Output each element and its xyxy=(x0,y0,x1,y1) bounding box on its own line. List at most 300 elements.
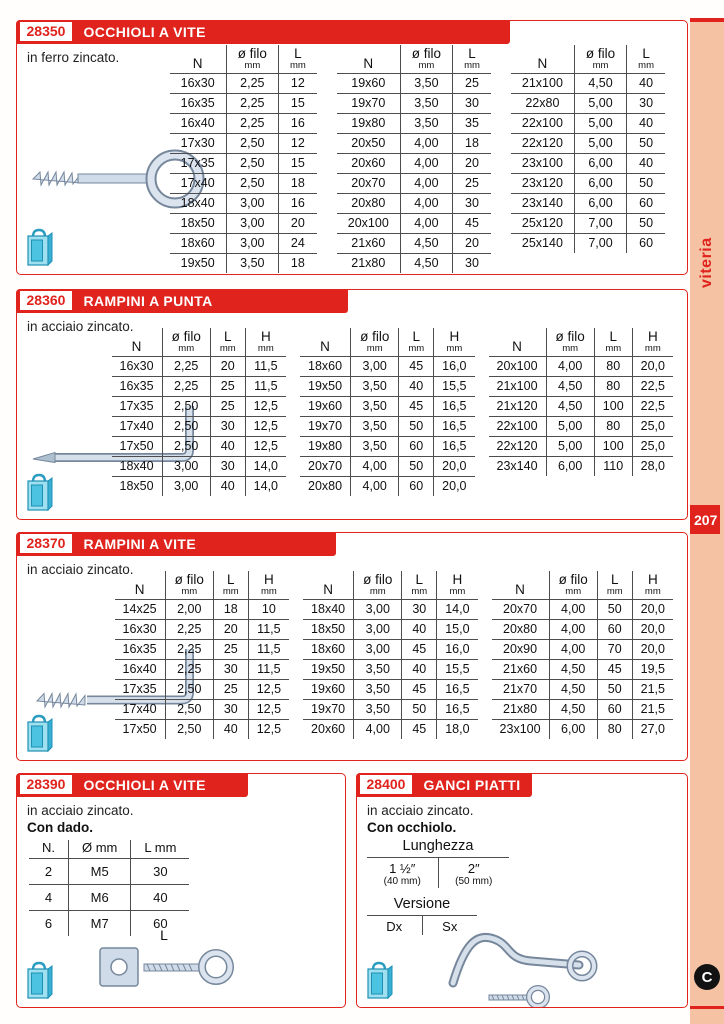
table-row xyxy=(112,396,287,416)
table-cell: 60 xyxy=(597,619,632,639)
table-row xyxy=(337,253,491,273)
article-code: 28390 xyxy=(20,775,73,795)
table-cell: 18x40 xyxy=(303,599,354,619)
table-cell: 18 xyxy=(213,599,248,619)
column-header: N xyxy=(303,571,354,599)
table-cell: 4,00 xyxy=(549,619,597,639)
table-cell: 12,5 xyxy=(245,436,286,456)
table-cell: 20x50 xyxy=(337,133,401,153)
table-row xyxy=(303,679,478,699)
table-cell: 35 xyxy=(453,113,491,133)
table-row xyxy=(489,456,673,476)
table-cell: 14x25 xyxy=(115,599,166,619)
table-cell: 20x100 xyxy=(337,213,401,233)
section-header-bar xyxy=(16,532,336,556)
table-cell: 60 xyxy=(131,910,190,936)
table-cell: 11,5 xyxy=(248,619,289,639)
section-rampini-a-vite-28370 xyxy=(16,532,688,761)
table-row xyxy=(511,233,665,253)
table-cell: 30 xyxy=(213,659,248,679)
table-cell: 20x100 xyxy=(489,356,547,376)
table-cell: 80 xyxy=(594,416,632,436)
table-cell: 14,0 xyxy=(437,599,478,619)
table-row xyxy=(170,113,317,133)
table-cell: 2,25 xyxy=(165,639,213,659)
column-header: N. xyxy=(29,840,69,858)
table-row xyxy=(112,416,287,436)
table-cell: 25,0 xyxy=(632,416,673,436)
column-header: ø filo mm xyxy=(574,45,626,73)
table-cell: 11,5 xyxy=(248,659,289,679)
table-cell: 21x120 xyxy=(489,396,547,416)
table-cell: 3,00 xyxy=(226,193,278,213)
table-row xyxy=(511,213,665,233)
table-cell: 2,25 xyxy=(162,376,210,396)
table-cell: 20x80 xyxy=(337,193,401,213)
table-header-row xyxy=(511,45,665,73)
column-header: L mm xyxy=(597,571,632,599)
table-row xyxy=(337,73,491,93)
table-cell: 18 xyxy=(278,253,316,273)
table-row xyxy=(115,699,290,719)
table-row xyxy=(112,436,287,456)
table-cell: 4,50 xyxy=(549,659,597,679)
table-cell: 12,5 xyxy=(245,416,286,436)
table-cell: 3,50 xyxy=(400,73,452,93)
table-row xyxy=(489,396,673,416)
material-text: in acciaio zincato. xyxy=(367,803,474,818)
table-cell: 17x50 xyxy=(112,436,163,456)
table-cell: 3,00 xyxy=(351,356,399,376)
table-cell: 2,25 xyxy=(165,659,213,679)
column-header: H mm xyxy=(632,328,673,356)
table-cell: 40 xyxy=(627,73,665,93)
table-row xyxy=(300,436,475,456)
table-cell: 4,50 xyxy=(400,233,452,253)
table-cell: 4,50 xyxy=(574,73,626,93)
material-text: in acciaio zincato. xyxy=(27,803,134,818)
table-cell: 20 xyxy=(453,233,491,253)
table-row xyxy=(489,436,673,456)
column-header: N xyxy=(115,571,166,599)
table-row xyxy=(511,133,665,153)
spec-table xyxy=(29,840,189,936)
table-cell: 60 xyxy=(627,233,665,253)
table-cell: 2,50 xyxy=(162,436,210,456)
table-cell: 2,25 xyxy=(162,356,210,376)
table-cell: 4,00 xyxy=(351,476,399,496)
column-header: L mm xyxy=(278,45,316,73)
column-header: ø filo mm xyxy=(546,328,594,356)
column-header: L mm xyxy=(627,45,665,73)
table-cell: 27,0 xyxy=(632,719,673,739)
table-cell: 2,25 xyxy=(226,113,278,133)
table-cell: 16x40 xyxy=(115,659,166,679)
table-cell: 16x35 xyxy=(115,639,166,659)
spec-table xyxy=(303,571,478,739)
table-cell: 23x140 xyxy=(511,193,575,213)
table-cell: 40 xyxy=(627,153,665,173)
table-cell: 19x70 xyxy=(300,416,351,436)
table-cell: 4,50 xyxy=(546,376,594,396)
table-row xyxy=(489,356,673,376)
table-cell: 100 xyxy=(594,436,632,456)
table-cell: 16x30 xyxy=(112,356,163,376)
table-cell: 30 xyxy=(453,193,491,213)
table-row xyxy=(112,356,287,376)
table-cell: 50 xyxy=(627,133,665,153)
table-cell: 22x80 xyxy=(511,93,575,113)
article-code: 28400 xyxy=(360,775,413,795)
table-cell: 12,5 xyxy=(248,679,289,699)
table-cell: 60 xyxy=(399,476,434,496)
table-row xyxy=(115,679,290,699)
table-row xyxy=(492,679,673,699)
column-header: H mm xyxy=(632,571,673,599)
table-cell: 80 xyxy=(594,376,632,396)
table-cell: 2,00 xyxy=(165,599,213,619)
table-cell: 7,00 xyxy=(574,233,626,253)
table-cell: 45 xyxy=(597,659,632,679)
table-cell: 4,00 xyxy=(400,213,452,233)
table-row xyxy=(337,173,491,193)
column-header: L mm xyxy=(213,571,248,599)
table-cell: 21,5 xyxy=(632,679,673,699)
column-header: N xyxy=(300,328,351,356)
table-cell: 19x70 xyxy=(337,93,401,113)
table-cell: 16 xyxy=(278,113,316,133)
table-cell: 7,00 xyxy=(574,213,626,233)
table-row xyxy=(511,113,665,133)
category-sidebar xyxy=(690,18,724,1024)
column-header: H mm xyxy=(437,571,478,599)
table-cell: 2,50 xyxy=(162,416,210,436)
table-cell: 3,00 xyxy=(162,476,210,496)
table-header-row xyxy=(337,45,491,73)
table-cell: 5,00 xyxy=(574,133,626,153)
table-cell: 25,0 xyxy=(632,436,673,456)
table-row xyxy=(303,599,478,619)
table-cell: 16,5 xyxy=(437,699,478,719)
table-cell: 3,50 xyxy=(226,253,278,273)
table-cell: 60 xyxy=(399,436,434,456)
table-cell: 11,5 xyxy=(248,639,289,659)
table-cell: 19x50 xyxy=(180,256,215,271)
table-cell: 19x80 xyxy=(337,113,401,133)
table-cell: 2 xyxy=(29,858,69,884)
table-cell: 5,00 xyxy=(574,113,626,133)
table-cell: 19x80 xyxy=(300,436,351,456)
package-icon xyxy=(25,473,55,513)
package-icon xyxy=(25,961,55,1001)
column-header: Ø mm xyxy=(69,840,131,858)
column-header: N xyxy=(170,45,227,73)
table-row xyxy=(489,376,673,396)
table-cell: 4,00 xyxy=(400,193,452,213)
table-cell: 20x80 xyxy=(308,479,343,494)
table-cell: 20,0 xyxy=(632,619,673,639)
table-cell: 3,50 xyxy=(351,376,399,396)
table-cell: 19,5 xyxy=(632,659,673,679)
page-number-badge: 207 xyxy=(690,505,720,534)
table-cell: 19x70 xyxy=(303,699,354,719)
table-cell: 11,5 xyxy=(245,356,286,376)
table-cell: 25 xyxy=(453,73,491,93)
table-cell: 22x120 xyxy=(489,436,547,456)
table-cell: 50 xyxy=(597,599,632,619)
table-header-row xyxy=(115,571,290,599)
table-row xyxy=(112,456,287,476)
table-cell: 18x60 xyxy=(170,233,227,253)
table-cell: 11,5 xyxy=(245,376,286,396)
section-occhioli-a-vite-28390 xyxy=(16,773,346,1008)
table-cell: 6,00 xyxy=(574,173,626,193)
table-cell: 20,0 xyxy=(632,639,673,659)
table-cell: 17x35 xyxy=(115,679,166,699)
table-cell: 14,0 xyxy=(245,476,286,496)
table-cell: 18x40 xyxy=(170,193,227,213)
table-cell: 18x60 xyxy=(300,356,351,376)
table-cell: 18x50 xyxy=(303,619,354,639)
table-header-row xyxy=(112,328,287,356)
table-cell: 24 xyxy=(278,233,316,253)
table-cell: 80 xyxy=(594,356,632,376)
table-cell: 30 xyxy=(453,253,491,273)
article-code: 28350 xyxy=(20,22,73,42)
table-cell: 25x140 xyxy=(521,236,563,251)
table-cell: 40 xyxy=(402,659,437,679)
table-row xyxy=(511,73,665,93)
table-cell: 3,50 xyxy=(354,659,402,679)
table-cell: 20x80 xyxy=(492,619,550,639)
sidebar-top-line xyxy=(690,18,724,22)
table-cell: 4,50 xyxy=(400,253,452,273)
table-cell: 17x40 xyxy=(170,173,227,193)
table-cell: 6,00 xyxy=(574,153,626,173)
table-cell: 20x90 xyxy=(492,639,550,659)
column-header: H mm xyxy=(245,328,286,356)
section-header-bar xyxy=(356,773,532,797)
table-row xyxy=(300,456,475,476)
column-header: L mm xyxy=(131,840,190,858)
version-option: Sx xyxy=(422,916,478,935)
table-row xyxy=(300,356,475,376)
table-cell: 3,00 xyxy=(354,619,402,639)
table-cell: 18 xyxy=(278,173,316,193)
table-cell: 12,5 xyxy=(245,396,286,416)
section-title: GANCI PIATTI xyxy=(423,776,521,793)
table-cell: 2,50 xyxy=(162,396,210,416)
column-header: L mm xyxy=(402,571,437,599)
spec-table xyxy=(170,45,317,273)
table-row xyxy=(303,659,478,679)
table-row xyxy=(300,376,475,396)
table-row xyxy=(303,639,478,659)
material-text: in ferro zincato. xyxy=(27,50,120,65)
table-cell: 16 xyxy=(278,193,316,213)
table-cell: 15 xyxy=(278,153,316,173)
table-cell: 20 xyxy=(210,356,245,376)
version-option: Dx xyxy=(386,919,403,934)
table-cell: 17x35 xyxy=(112,396,163,416)
table-cell: 40 xyxy=(627,113,665,133)
dimension-label: L xyxy=(160,927,168,943)
table-cell: 20,0 xyxy=(632,356,673,376)
table-cell: 21x70 xyxy=(492,679,550,699)
table-cell: 3,00 xyxy=(354,639,402,659)
section-title: OCCHIOLI A VITE xyxy=(83,776,206,793)
table-row xyxy=(511,93,665,113)
category-tab-label: viteria xyxy=(698,237,715,289)
column-header: ø filo mm xyxy=(351,328,399,356)
table-cell: 45 xyxy=(402,719,437,739)
table-cell: 20,0 xyxy=(632,599,673,619)
length-option xyxy=(367,858,438,888)
table-cell: 25 xyxy=(453,173,491,193)
table-cell: 22,5 xyxy=(632,376,673,396)
table-row xyxy=(115,719,290,739)
column-header: ø filo mm xyxy=(549,571,597,599)
length-value: 2″ xyxy=(467,861,480,876)
table-cell: 20,0 xyxy=(434,456,475,476)
table-cell: 4,00 xyxy=(400,173,452,193)
table-row xyxy=(492,719,673,739)
table-cell: 23x140 xyxy=(496,459,538,474)
table-cell: 16x30 xyxy=(115,619,166,639)
table-cell: 21x80 xyxy=(492,699,550,719)
table-cell: 30 xyxy=(402,599,437,619)
table-row xyxy=(337,233,491,253)
table-cell: 15,0 xyxy=(437,619,478,639)
table-row xyxy=(300,476,475,496)
length-option xyxy=(438,858,510,888)
length-mm: (40 mm) xyxy=(383,876,421,887)
variant-note: Con occhiolo. xyxy=(367,820,457,835)
table-cell: 25x120 xyxy=(511,213,575,233)
section-title: RAMPINI A PUNTA xyxy=(83,292,213,309)
table-cell: 17x40 xyxy=(115,699,166,719)
table-row xyxy=(303,719,478,739)
table-cell: M5 xyxy=(69,858,131,884)
article-code: 28360 xyxy=(20,291,73,311)
section-title: OCCHIOLI A VITE xyxy=(83,23,206,40)
table-cell: 40 xyxy=(399,376,434,396)
table-cell: 30 xyxy=(210,456,245,476)
table-cell: 20x60 xyxy=(337,153,401,173)
column-header: N xyxy=(489,328,547,356)
column-header: N xyxy=(511,45,575,73)
table-cell: 45 xyxy=(453,213,491,233)
table-cell: 30 xyxy=(453,93,491,113)
table-cell: 45 xyxy=(402,679,437,699)
table-cell: 4 xyxy=(29,884,69,910)
table-cell: 21x60 xyxy=(337,233,401,253)
table-cell: 3,50 xyxy=(351,416,399,436)
table-cell: 15 xyxy=(278,93,316,113)
table-cell: 16,5 xyxy=(437,679,478,699)
column-header: ø filo mm xyxy=(354,571,402,599)
table-cell: 5,00 xyxy=(546,416,594,436)
table-cell: 30 xyxy=(210,416,245,436)
column-header: L mm xyxy=(453,45,491,73)
table-cell: 23x100 xyxy=(511,153,575,173)
table-cell: 16x30 xyxy=(170,73,227,93)
table-cell: 3,00 xyxy=(226,213,278,233)
table-cell: 6,00 xyxy=(546,456,594,476)
product-image-flat-hook-icon xyxy=(439,907,599,1007)
table-row xyxy=(170,253,317,273)
table-cell: 50 xyxy=(399,456,434,476)
section-rampini-a-punta-28360 xyxy=(16,289,688,520)
table-cell: 25 xyxy=(213,679,248,699)
table-cell: 60 xyxy=(597,699,632,719)
table-header-row xyxy=(303,571,478,599)
table-cell: 22x100 xyxy=(511,113,575,133)
table-cell: 16x40 xyxy=(170,113,227,133)
table-row xyxy=(300,416,475,436)
table-cell: 16,5 xyxy=(434,436,475,456)
table-row xyxy=(170,213,317,233)
article-code: 28370 xyxy=(20,534,73,554)
table-cell: 3,00 xyxy=(162,456,210,476)
table-row xyxy=(511,153,665,173)
table-row xyxy=(511,193,665,213)
table-row xyxy=(170,193,317,213)
table-cell: 80 xyxy=(597,719,632,739)
section-header-bar xyxy=(16,773,248,797)
spec-table xyxy=(112,328,287,496)
sidebar-bottom-line xyxy=(690,1006,724,1009)
column-header: ø filo mm xyxy=(226,45,278,73)
length-mm: (50 mm) xyxy=(455,876,493,887)
table-cell: 28,0 xyxy=(632,456,673,476)
table-cell: 2,50 xyxy=(226,133,278,153)
spec-table xyxy=(489,328,673,476)
table-cell: 40 xyxy=(131,884,190,910)
table-row xyxy=(492,659,673,679)
section-title: RAMPINI A VITE xyxy=(83,535,197,552)
column-header: H mm xyxy=(434,328,475,356)
version-title: Versione xyxy=(367,896,477,916)
table-cell: 45 xyxy=(399,356,434,376)
table-cell: 4,50 xyxy=(549,679,597,699)
spec-table xyxy=(300,328,475,496)
table-cell: 40 xyxy=(210,476,245,496)
table-cell: 20x60 xyxy=(311,722,346,737)
table-cell: 50 xyxy=(399,416,434,436)
table-cell: 18,0 xyxy=(437,719,478,739)
table-cell: 12 xyxy=(278,133,316,153)
table-cell: 14,0 xyxy=(245,456,286,476)
table-cell: 30 xyxy=(131,858,190,884)
column-header: ø filo mm xyxy=(400,45,452,73)
table-cell: 19x50 xyxy=(303,659,354,679)
table-cell: 21x100 xyxy=(511,73,575,93)
table-row xyxy=(337,193,491,213)
column-header: H mm xyxy=(248,571,289,599)
column-header: L mm xyxy=(594,328,632,356)
table-row xyxy=(29,858,189,884)
table-row xyxy=(337,133,491,153)
table-cell: 40 xyxy=(402,619,437,639)
table-row xyxy=(112,476,287,496)
length-title: Lunghezza xyxy=(367,838,509,858)
table-cell: 3,50 xyxy=(354,679,402,699)
table-cell: 2,50 xyxy=(226,153,278,173)
table-row xyxy=(170,93,317,113)
material-text: in acciaio zincato. xyxy=(27,319,134,334)
table-cell: 18x50 xyxy=(119,479,154,494)
